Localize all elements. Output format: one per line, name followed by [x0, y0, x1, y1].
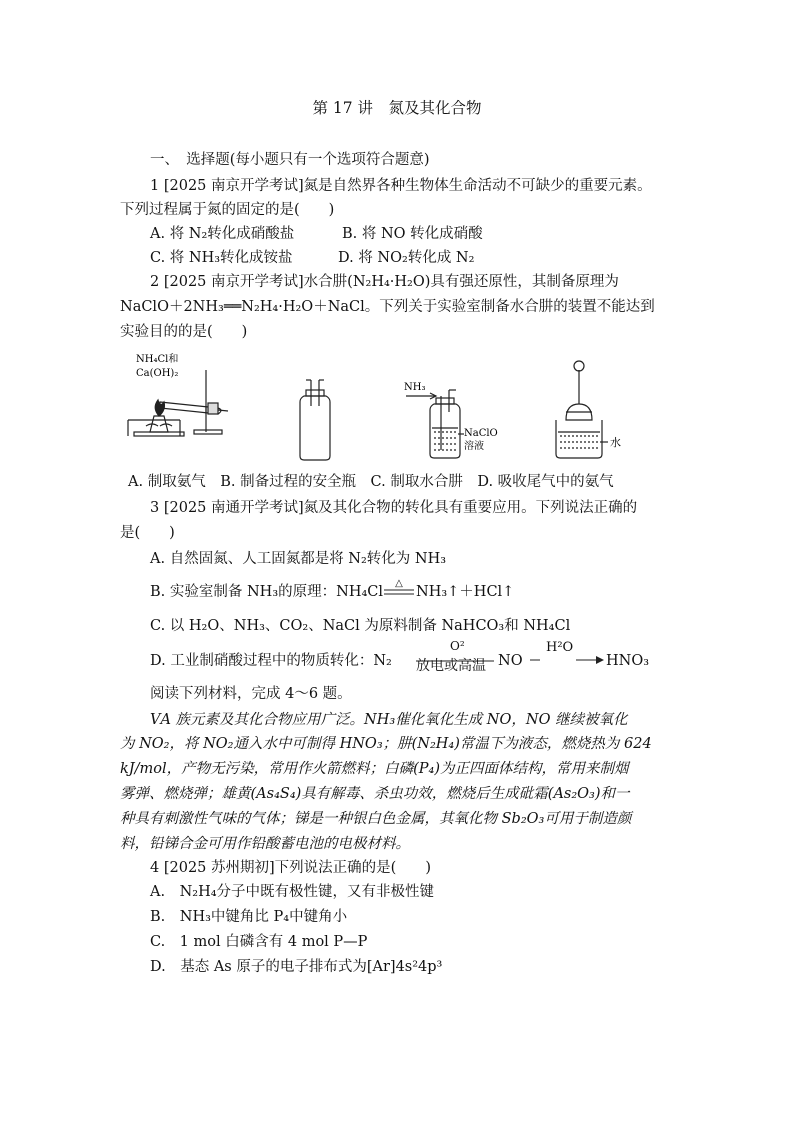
q4-option-b: B. NH₃中键角比 P₄中键角小 — [150, 909, 348, 925]
reading-line-2: 为 NO₂，将 NO₂通入水中可制得 HNO₃；肼(N₂H₄)常温下为液态，燃烧热为 624 — [120, 736, 652, 752]
section-heading: 一、 选择题(每小题只有一个选项符合题意) — [150, 152, 430, 168]
q1-option-b: B. 将 NO 转化成硝酸 — [342, 226, 483, 242]
reading-line-3: kJ/mol，产物无污染，常用作火箭燃料；白磷(P₄)为正四面体结构，常用来制烟 — [120, 761, 629, 777]
reaction-arrow-2 — [530, 655, 606, 665]
q3-option-d-prefix: D. 工业制硝酸过程中的物质转化：N₂ — [150, 653, 392, 669]
apparatus-a-ammonia-generator — [128, 370, 228, 436]
heat-symbol: △ — [395, 578, 403, 589]
q4-option-c: C. 1 mol 白磷含有 4 mol P—P — [150, 934, 368, 950]
label-reagents: NH₄Cl和 — [136, 354, 179, 365]
apparatus-figure — [120, 350, 680, 466]
reading-intro: 阅读下列材料，完成 4～6 题。 — [150, 686, 352, 702]
arrow1-condition-top: O² — [450, 639, 465, 653]
q1-option-d: D. 将 NO₂转化成 N₂ — [338, 250, 475, 266]
reading-line-4: 雾弹、燃烧弹；雄黄(As₄S₄)具有解毒、杀虫功效，燃烧后生成砒霜(As₂O₃)和一 — [120, 786, 630, 802]
arrow1-condition-bottom: 放电或高温 — [416, 658, 486, 674]
apparatus-d-tail-gas-absorber — [556, 361, 608, 458]
q2-stem-line1: 2 [2025 南京开学考试]水合肼(N₂H₄·H₂O)具有强还原性，其制备原理为 — [150, 274, 619, 290]
q3-option-d-no: NO — [498, 653, 523, 669]
q3-option-d-hno3: HNO₃ — [606, 653, 650, 669]
q1-option-c: C. 将 NH₃转化成铵盐 — [150, 250, 293, 266]
reading-line-6: 料，铅锑合金可用作铅酸蓄电池的电极材料。 — [120, 836, 410, 852]
page-title: 第 17 讲 氮及其化合物 — [312, 99, 482, 117]
reading-line-5: 种具有刺激性气味的气体；锑是一种银白色金属，其氧化物 Sb₂O₃可用于制造颜 — [120, 811, 632, 827]
label-water: 水 — [610, 436, 621, 449]
arrow2-condition-top: H²O — [546, 640, 574, 655]
q1-stem-line2: 下列过程属于氮的固定的是( ) — [120, 202, 335, 218]
q3-option-b-prefix: B. 实验室制备 NH₃的原理：NH₄Cl — [150, 584, 384, 600]
label-nh3: NH₃ — [404, 382, 426, 393]
q3-option-a: A. 自然固氮、人工固氮都是将 N₂转化为 NH₃ — [150, 551, 447, 567]
equilibrium-equals-sign — [384, 588, 414, 596]
label-caoh2: Ca(OH)₂ — [136, 368, 179, 379]
q2-stem-line3: 实验目的的是( ) — [120, 324, 248, 340]
q1-stem-line1: 1 [2025 南京开学考试]氮是自然界各种生物体生命活动不可缺少的重要元素。 — [150, 178, 652, 194]
q2-options: A. 制取氨气 B. 制备过程的安全瓶 C. 制取水合肼 D. 吸收尾气中的氨气 — [128, 474, 614, 490]
reading-line-1: ⅤA 族元素及其化合物应用广泛。NH₃催化氧化生成 NO，NO 继续被氧化 — [150, 712, 628, 728]
q3-stem-line1: 3 [2025 南通开学考试]氮及其化合物的转化具有重要应用。下列说法正确的 — [150, 500, 638, 516]
q3-stem-line2: 是( ) — [120, 525, 175, 541]
label-naclo: NaClO — [464, 428, 498, 439]
q2-stem-line2: NaClO＋2NH₃══N₂H₄·H₂O＋NaCl。下列关于实验室制备水合肼的装置不能达到 — [120, 299, 655, 315]
label-solution: 溶液 — [464, 441, 484, 452]
q3-option-b-suffix: NH₃↑＋HCl↑ — [416, 584, 515, 600]
q1-option-a: A. 将 N₂转化成硝酸盐 — [150, 226, 295, 242]
q4-option-d: D. 基态 As 原子的电子排布式为[Ar]4s²4p³ — [150, 959, 443, 975]
apparatus-c-hydrazine-reactor — [406, 390, 464, 458]
q4-option-a: A. N₂H₄分子中既有极性键，又有非极性键 — [150, 884, 435, 900]
apparatus-b-safety-bottle — [300, 380, 330, 460]
q4-stem: 4 [2025 苏州期初]下列说法正确的是( ) — [150, 860, 431, 876]
q3-option-c: C. 以 H₂O、NH₃、CO₂、NaCl 为原料制备 NaHCO₃和 NH₄Cl — [150, 618, 571, 634]
